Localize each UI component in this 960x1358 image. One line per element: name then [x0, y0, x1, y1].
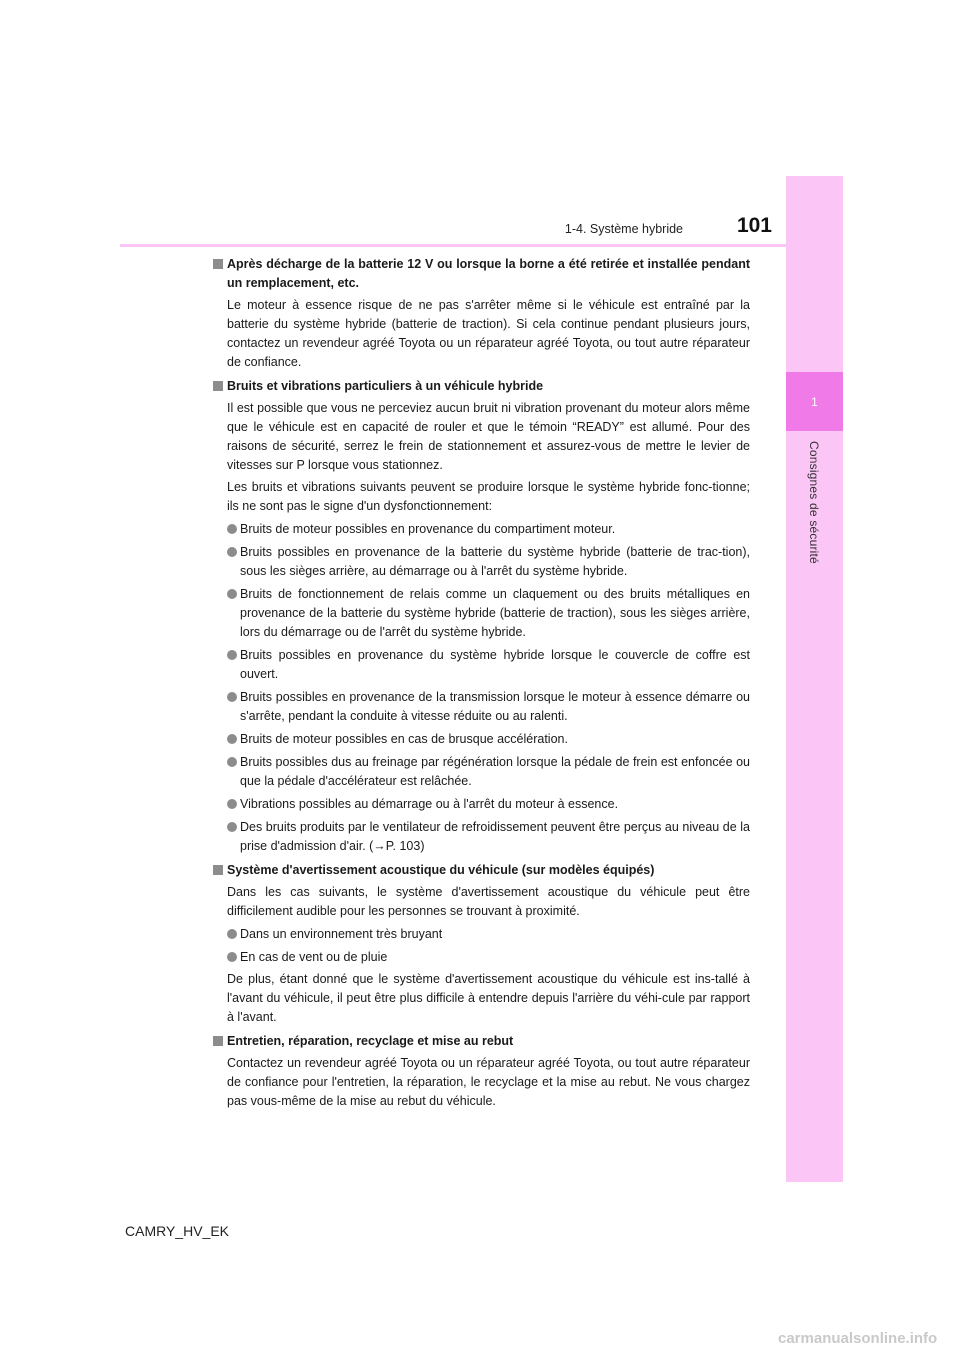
round-bullet-icon — [227, 547, 237, 557]
header-rule — [120, 244, 786, 247]
paragraph: Dans les cas suivants, le système d'avertissement acoustique du véhicule peut être difficilement audible pour les personnes se trouvant à proximité. — [227, 885, 750, 918]
square-bullet-icon — [213, 865, 223, 875]
chapter-number-box — [786, 372, 843, 431]
list-item: Bruits de fonctionnement de relais comme un claquement ou des bruits métalliques en provenance de la batterie du système hybride (batterie de traction), sous les sièges arrière, lors du démarrage ou de l'arrêt du système hybride. — [227, 585, 750, 642]
list-item: En cas de vent ou de pluie — [227, 948, 750, 967]
list-item: Bruits possibles en provenance du système hybride lorsque le couvercle de coffre est ouvert. — [227, 646, 750, 684]
round-bullet-icon — [227, 650, 237, 660]
section-maintenance-disposal — [213, 1032, 750, 1111]
paragraph: Le moteur à essence risque de ne pas s'arrêter même si le véhicule est entraîné par la batterie du système hybride (batterie de traction). Si cela continue pendant plusieurs jours, contactez un revendeur agréé Toyota ou un réparateur agréé Toyota, ou tout autre réparateur de confiance. — [227, 298, 750, 369]
section-heading: Système d'avertissement acoustique du véhicule (sur modèles équipés) — [213, 861, 750, 880]
round-bullet-icon — [227, 822, 237, 832]
list-item — [227, 818, 750, 856]
round-bullet-icon — [227, 929, 237, 939]
square-bullet-icon — [213, 259, 223, 269]
list-item: Bruits possibles en provenance de la batterie du système hybride (batterie de trac-tion), sous les sièges arrière, au démarrage ou à l'arrêt du système hybride. — [227, 543, 750, 581]
round-bullet-icon — [227, 692, 237, 702]
list-item: Bruits de moteur possibles en cas de brusque accélération. — [227, 730, 750, 749]
paragraph: Il est possible que vous ne perceviez aucun bruit ni vibration provenant du moteur alors même que le véhicule est en capacité de rouler et que le témoin “READY” est allumé. Pour des raisons de sécurité, serrez le frein de stationnement et assurez-vous de mettre le levier de vitesses sur P lorsque vous stationnez. — [227, 401, 750, 472]
section-acoustic-warning — [213, 861, 750, 1027]
round-bullet-icon — [227, 799, 237, 809]
section-heading: Après décharge de la batterie 12 V ou lorsque la borne a été retirée et installée pendant un remplacement, etc. — [213, 255, 750, 293]
section-battery-discharge — [213, 255, 750, 372]
round-bullet-icon — [227, 734, 237, 744]
list-item: Bruits possibles en provenance de la transmission lorsque le moteur à essence démarre ou s'arrête, pendant la conduite à vitesse réduite ou au ralenti. — [227, 688, 750, 726]
list-item: Bruits de moteur possibles en provenance du compartiment moteur. — [227, 520, 750, 539]
list-item: Vibrations possibles au démarrage ou à l'arrêt du moteur à essence. — [227, 795, 750, 814]
running-header-section: 1-4. Système hybride — [564, 222, 683, 236]
chapter-title: Consignes de sécurité — [807, 441, 821, 564]
round-bullet-icon — [227, 757, 237, 767]
chapter-side-tab — [786, 176, 843, 1182]
page-content — [213, 255, 750, 1116]
round-bullet-icon — [227, 524, 237, 534]
page-reference-text: Des bruits produits par le ventilateur de refroidissement peuvent être perçus au niveau de la prise d'admission d'air. (→P. 103) — [240, 820, 750, 853]
round-bullet-icon — [227, 952, 237, 962]
page-number: 101 — [736, 214, 772, 237]
manual-code: CAMRY_HV_EK — [125, 1223, 230, 1239]
watermark: carmanualsonline.info — [778, 1330, 938, 1347]
list-item: Dans un environnement très bruyant — [227, 925, 750, 944]
list-item: Bruits possibles dus au freinage par régénération lorsque la pédale de frein est enfoncée ou que la pédale d'accélérateur est relâchée. — [227, 753, 750, 791]
square-bullet-icon — [213, 381, 223, 391]
square-bullet-icon — [213, 1036, 223, 1046]
paragraph: Contactez un revendeur agréé Toyota ou un réparateur agréé Toyota, ou tout autre réparateur de confiance pour l'entretien, la réparation, le recyclage et la mise au rebut. Ne vous chargez pas vous-même de la mise au rebut du véhicule. — [227, 1056, 750, 1108]
section-heading: Bruits et vibrations particuliers à un véhicule hybride — [213, 377, 750, 396]
section-hybrid-noises — [213, 377, 750, 856]
paragraph: De plus, étant donné que le système d'avertissement acoustique du véhicule est ins-tallé à l'avant du véhicule, il peut être plus difficile à entendre depuis l'arrière du véhi-cule par rapport à l'avant. — [227, 972, 750, 1024]
paragraph: Les bruits et vibrations suivants peuvent se produire lorsque le système hybride fonc-tionne; ils ne sont pas le signe d'un dysfonctionnement: — [227, 480, 750, 513]
round-bullet-icon — [227, 589, 237, 599]
section-heading: Entretien, réparation, recyclage et mise au rebut — [213, 1032, 750, 1051]
chapter-number: 1 — [811, 394, 818, 409]
